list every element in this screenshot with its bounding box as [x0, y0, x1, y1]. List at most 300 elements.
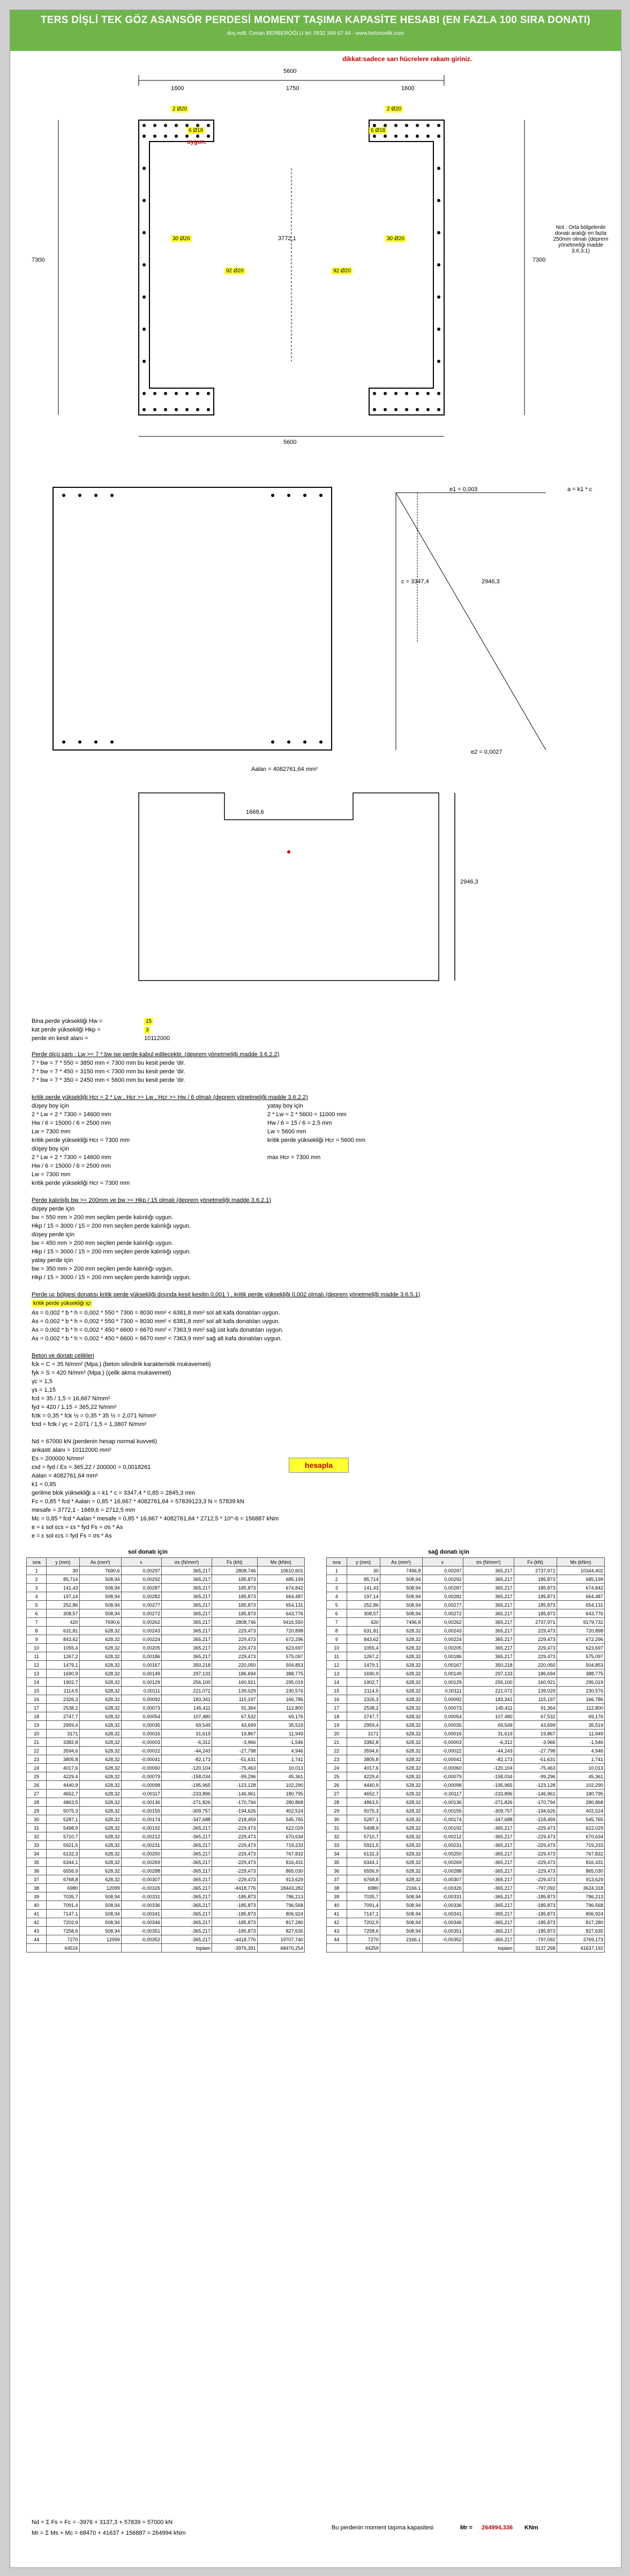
- rebar-label-6[interactable]: 6 Ø18: [369, 127, 387, 134]
- table-cell: 631,81: [47, 1627, 79, 1635]
- table-cell: -0,00250: [422, 1850, 463, 1858]
- table-cell: 6: [27, 1609, 47, 1618]
- table-cell: 7: [27, 1618, 47, 1627]
- table-total-cell: 68470,254: [257, 1944, 304, 1953]
- table-cell: -365,217: [161, 1850, 212, 1858]
- table-cell: -6,312: [161, 1738, 212, 1747]
- table-row: [27, 1772, 305, 1781]
- table-cell: 365,217: [463, 1644, 514, 1652]
- table-cell: 365,217: [161, 1652, 212, 1661]
- table-header-cell: Fs (kN): [212, 1558, 257, 1567]
- table-cell: 229,473: [514, 1627, 557, 1635]
- table-cell: -82,173: [161, 1755, 212, 1764]
- table-cell: 365,217: [161, 1609, 212, 1618]
- nd-line-8: Fc = 0,85 * fcd * Aalan = 0,85 * 16,667 * 4082761,64 = 57839123,3 N = 57839 kN: [32, 1498, 244, 1505]
- table-cell: 720,898: [557, 1627, 604, 1635]
- table-cell: 0,00092: [422, 1695, 463, 1704]
- table-cell: 628,32: [79, 1798, 121, 1807]
- table-cell: 5710,7: [47, 1832, 79, 1841]
- uc-select[interactable]: kritik perde yüksekliği içi: [32, 1300, 92, 1307]
- table-row: [27, 1644, 305, 1652]
- table-cell: 0,00297: [422, 1567, 463, 1575]
- table-cell: -271,826: [161, 1798, 212, 1807]
- perde-line-3: 7 * bw = 7 * 350 = 2450 mm < 5600 mm bu kesit perde 'dir.: [32, 1077, 185, 1083]
- table-cell: 365,217: [463, 1627, 514, 1635]
- rebar-label-7[interactable]: 30 Ø20: [385, 235, 406, 242]
- table-cell: 229,473: [212, 1644, 257, 1652]
- table-cell: 41: [327, 1910, 347, 1918]
- rebar-label-5[interactable]: 2 Ø20: [385, 106, 403, 113]
- table-cell: 628,32: [380, 1669, 422, 1678]
- table-cell: 12: [327, 1661, 347, 1669]
- table-cell: 6344,1: [47, 1858, 79, 1867]
- table-row: [327, 1618, 605, 1627]
- uc-line-1: As = 0,002 * b * h = 0,002 * 550 * 7300 = 8030 mm² < 6381,8 mm² sol alt kafa donatıları uygun.: [32, 1310, 280, 1316]
- table-cell: 0,00282: [422, 1592, 463, 1601]
- table-cell: 628,32: [79, 1841, 121, 1850]
- table-row: [27, 1738, 305, 1747]
- table-cell: -120,104: [161, 1764, 212, 1772]
- e2-label: e2 = 0,0027: [471, 749, 502, 755]
- table-cell: -0,00269: [422, 1858, 463, 1867]
- table-cell: -0,00079: [121, 1772, 161, 1781]
- table-cell: -229,473: [514, 1832, 557, 1841]
- table-cell: 786,213: [257, 1892, 304, 1901]
- input-note: dikkat:sadece sarı hücrelere rakam giriniz.: [342, 55, 472, 63]
- table-cell: -158,034: [463, 1772, 514, 1781]
- table-cell: 229,473: [212, 1627, 257, 1635]
- table-cell: 628,32: [79, 1687, 121, 1695]
- table-cell: 0,00292: [121, 1575, 161, 1584]
- table-cell: 10610,601: [257, 1567, 304, 1575]
- table-cell: 0,00243: [121, 1627, 161, 1635]
- table-cell: 19: [27, 1721, 47, 1729]
- table-cell: 221,072: [463, 1687, 514, 1695]
- table-cell: 816,431: [257, 1858, 304, 1867]
- table-cell: -365,217: [161, 1892, 212, 1901]
- rebar-label-4[interactable]: 92 Ø20: [224, 268, 245, 274]
- table-cell: -229,473: [514, 1824, 557, 1832]
- table-cell: 28: [27, 1798, 47, 1807]
- table-cell: -44,243: [463, 1747, 514, 1755]
- table-cell: 112,800: [557, 1704, 604, 1712]
- table-cell: 5498,9: [347, 1824, 380, 1832]
- table-row: [327, 1764, 605, 1772]
- table-header-cell: ε: [422, 1558, 463, 1567]
- table-cell: -123,128: [514, 1781, 557, 1790]
- table-cell: -0,00117: [422, 1790, 463, 1798]
- table-cell: -229,473: [514, 1875, 557, 1884]
- table-row: [327, 1567, 605, 1575]
- nd-line-2: ankastr alanı = 10112000 mm²: [32, 1447, 111, 1453]
- footer-capacity-label: Bu perdenin moment taşıma kapasitesi: [332, 2525, 434, 2531]
- table-cell: 508,94: [79, 1918, 121, 1927]
- table-cell: -0,00155: [121, 1807, 161, 1815]
- table-cell: -229,473: [514, 1858, 557, 1867]
- table-cell: 623,697: [257, 1644, 304, 1652]
- kalinlik-title: Perde kalınlığı bw >= 200mm ve bw >= Hkp / 15 olmalı (deprem yönetmeliği madde 3.6.2.1): [32, 1197, 271, 1204]
- table-cell: 0,00186: [121, 1652, 161, 1661]
- beton-line-4: γs = 1,15: [32, 1387, 56, 1393]
- table-cell: 767,832: [557, 1850, 604, 1858]
- table-row: [27, 1832, 305, 1841]
- table-cell: 44: [27, 1935, 47, 1944]
- table-cell: 10: [327, 1644, 347, 1652]
- table-row: [27, 1824, 305, 1832]
- table-cell: 628,32: [380, 1747, 422, 1755]
- table-cell: 508,94: [79, 1592, 121, 1601]
- table-cell: -146,961: [514, 1790, 557, 1798]
- table-cell: 628,32: [380, 1841, 422, 1850]
- kalinlik-line-5: bw = 450 mm > 200 mm seçilen perde kalınlığı uygun.: [32, 1240, 174, 1246]
- table-cell: 5: [327, 1601, 347, 1609]
- table-cell: 365,217: [161, 1592, 212, 1601]
- table-cell: -218,459: [212, 1815, 257, 1824]
- table-cell: 2166,1: [380, 1884, 422, 1892]
- table-row: [327, 1858, 605, 1867]
- table-cell: 628,32: [79, 1790, 121, 1798]
- table-total-cell: toplam: [463, 1944, 514, 1953]
- kritik-line-5: kritik perde yüksekliği Hcr = 7300 mm: [32, 1137, 130, 1144]
- table-cell: 628,32: [79, 1755, 121, 1764]
- kritik-line-4: Lw = 7300 mm: [32, 1129, 71, 1135]
- table-cell: 31: [27, 1824, 47, 1832]
- table-cell: 229,473: [212, 1635, 257, 1644]
- table-cell: 0,00224: [422, 1635, 463, 1644]
- table-cell: -27,798: [514, 1747, 557, 1755]
- table-cell: -0,00352: [422, 1935, 463, 1944]
- table-cell: 628,32: [79, 1661, 121, 1669]
- table-cell: 40: [327, 1901, 347, 1910]
- c-dim-label: c = 3347,4: [401, 578, 429, 585]
- table-cell: 7270: [47, 1935, 79, 1944]
- table-row: [327, 1781, 605, 1790]
- table-cell: 186,694: [212, 1669, 257, 1678]
- table-cell: 185,873: [212, 1584, 257, 1592]
- table-cell: 622,029: [257, 1824, 304, 1832]
- param-hw-input[interactable]: 15: [144, 1018, 153, 1025]
- nd-line-4: εsd = fyd / Es = 365,22 / 200000 = 0,0018261: [32, 1464, 151, 1471]
- table-cell: 27: [27, 1790, 47, 1798]
- table-cell: 11: [327, 1652, 347, 1661]
- kalinlik-line-6: Hkp / 15 = 3000 / 15 = 200 mm seçilen perde kalınlığı uygun.: [32, 1249, 191, 1255]
- table-cell: 5921,5: [47, 1841, 79, 1850]
- table-cell: 43,699: [514, 1721, 557, 1729]
- table-cell: 197,14: [347, 1592, 380, 1601]
- table-cell: 22: [327, 1747, 347, 1755]
- table-cell: -229,473: [212, 1858, 257, 1867]
- table-cell: 0,00129: [422, 1678, 463, 1687]
- table-cell: 69,549: [463, 1721, 514, 1729]
- table-cell: 21: [327, 1738, 347, 1747]
- table-cell: -185,873: [212, 1901, 257, 1910]
- table-cell: 3171: [347, 1729, 380, 1738]
- table-cell: 628,32: [79, 1669, 121, 1678]
- table-cell: 15: [27, 1687, 47, 1695]
- table-cell: 2808,746: [212, 1618, 257, 1627]
- table-cell: 628,32: [380, 1815, 422, 1824]
- table-header-cell: y (mm): [347, 1558, 380, 1567]
- table-cell: 1690,9: [347, 1669, 380, 1678]
- table-cell: 39: [327, 1892, 347, 1901]
- table-cell: -797,092: [514, 1935, 557, 1944]
- table-cell: 0,00205: [422, 1644, 463, 1652]
- table-cell: 4440,9: [347, 1781, 380, 1790]
- table-cell: -99,296: [514, 1772, 557, 1781]
- table-cell: 42: [327, 1918, 347, 1927]
- table-cell: 719,233: [557, 1841, 604, 1850]
- table-cell: 7147,1: [47, 1910, 79, 1918]
- table-cell: 0,00167: [121, 1661, 161, 1669]
- table-cell: 628,32: [79, 1738, 121, 1747]
- table-cell: 365,217: [161, 1601, 212, 1609]
- table-total-cell: 3137,268: [514, 1944, 557, 1953]
- table-cell: 7496,8: [380, 1618, 422, 1627]
- nd-line-6: k1 = 0,85: [32, 1481, 56, 1488]
- table-cell: 0,00073: [422, 1704, 463, 1712]
- table-row: [327, 1627, 605, 1635]
- left-table: [26, 1557, 305, 1953]
- table-cell: -0,00346: [121, 1918, 161, 1927]
- table-cell: 183,341: [463, 1695, 514, 1704]
- table-row: [327, 1584, 605, 1592]
- table-cell: 2808,746: [212, 1567, 257, 1575]
- table-row: [327, 1661, 605, 1669]
- param-hkp-input[interactable]: 3: [144, 1027, 151, 1034]
- nd-line-11: e = ε sol εcs = εs * fyd Fs = σs * As: [32, 1524, 123, 1531]
- table-cell: 295,019: [257, 1678, 304, 1687]
- table-cell: -0,00136: [422, 1798, 463, 1807]
- table-cell: 115,197: [212, 1695, 257, 1704]
- table-cell: -365,217: [463, 1841, 514, 1850]
- table-row: [327, 1712, 605, 1721]
- table-cell: 0,00035: [121, 1721, 161, 1729]
- table-cell: 2747,7: [47, 1712, 79, 1721]
- table-row: [327, 1867, 605, 1875]
- table-cell: 17: [27, 1704, 47, 1712]
- table-cell: -170,794: [212, 1798, 257, 1807]
- nd-line-3: Es = 200000 N/mm²: [32, 1456, 85, 1462]
- table-cell: 628,32: [380, 1627, 422, 1635]
- table-total-cell: toplam: [161, 1944, 212, 1953]
- uygun-label: uygun.: [187, 139, 207, 145]
- table-cell: -365,217: [161, 1867, 212, 1875]
- table-cell: 185,873: [514, 1592, 557, 1601]
- table-row: [27, 1858, 305, 1867]
- plan-bottom-dim: 5600: [283, 439, 297, 446]
- table-row: [327, 1721, 605, 1729]
- table-cell: -797,092: [514, 1884, 557, 1892]
- table-cell: 0,00092: [121, 1695, 161, 1704]
- table-cell: 33: [327, 1841, 347, 1850]
- table-cell: -3,966: [514, 1738, 557, 1747]
- table-cell: 229,473: [514, 1652, 557, 1661]
- hesapla-button[interactable]: hesapla: [289, 1458, 349, 1473]
- table-cell: 6556,9: [47, 1867, 79, 1875]
- table-cell: -1,546: [557, 1738, 604, 1747]
- table-cell: 365,217: [161, 1644, 212, 1652]
- perde-title: Perde ölçü şartı : Lw >= 7 * bw ise perde kabul edilecektir. (deprem yönetmeliği madde 3.6.2.2): [32, 1051, 280, 1058]
- table-cell: -0,00117: [121, 1790, 161, 1798]
- table-cell: -195,965: [161, 1781, 212, 1790]
- uc-line-4: As = 0,002 * b * h = 0,002 * 450 * 6600 = 6670 mm² < 7363,9 mm² sağ alt kafa donatıları uygun.: [32, 1335, 282, 1342]
- rebar-label-8[interactable]: 92 Ø20: [332, 268, 352, 274]
- table-row: [327, 1755, 605, 1764]
- table-cell: 786,213: [557, 1892, 604, 1901]
- rebar-label-1[interactable]: 2 Ø20: [171, 106, 189, 113]
- beton-line-8: fctd = fctk / γc = 2,071 / 1,5 = 1,3807 N/mm²: [32, 1421, 147, 1428]
- table-cell: 4,946: [557, 1747, 604, 1755]
- table-cell: -0,00336: [121, 1901, 161, 1910]
- table-cell: -365,217: [161, 1935, 212, 1944]
- table-cell: 297,133: [463, 1669, 514, 1678]
- table-cell: 365,217: [463, 1609, 514, 1618]
- table-cell: 24: [327, 1764, 347, 1772]
- table-cell: 14: [327, 1678, 347, 1687]
- table-cell: -0,00098: [121, 1781, 161, 1790]
- table-cell: 628,32: [380, 1678, 422, 1687]
- table-cell: -365,217: [161, 1841, 212, 1850]
- table-cell: -75,463: [212, 1764, 257, 1772]
- table-cell: 631,81: [347, 1627, 380, 1635]
- table-cell: -0,00326: [422, 1884, 463, 1892]
- table-cell: -51,631: [514, 1755, 557, 1764]
- table-cell: -365,217: [463, 1935, 514, 1944]
- table-cell: 16: [327, 1695, 347, 1704]
- table-cell: -194,626: [514, 1807, 557, 1815]
- table-cell: 628,32: [380, 1721, 422, 1729]
- table-cell: -233,896: [463, 1790, 514, 1798]
- table-cell: 141,43: [47, 1584, 79, 1592]
- rebar-label-2[interactable]: 6 Ø18: [187, 127, 205, 134]
- table-cell: 3624,318: [557, 1884, 604, 1892]
- table-cell: -185,873: [514, 1918, 557, 1927]
- table-cell: 102,290: [557, 1781, 604, 1790]
- table-cell: 0,00111: [121, 1687, 161, 1695]
- table-cell: -365,217: [463, 1824, 514, 1832]
- table-header-cell: sıra: [327, 1558, 347, 1567]
- table-cell: 185,873: [212, 1601, 257, 1609]
- area-dim: 2946,3: [460, 879, 478, 885]
- table-cell: -0,00231: [121, 1841, 161, 1850]
- table-cell: 4863,5: [347, 1798, 380, 1807]
- table-cell: 4440,9: [47, 1781, 79, 1790]
- uc-title: Perde uç bölgesi donatısı kritik perde yüksekliği dışında kesit kesitin 0,001 'i , kritik perde yüksekliği 0,002 olmalı (deprem yönetmeliği madde 3.6.5.1): [32, 1291, 421, 1298]
- table-cell: 545,765: [257, 1815, 304, 1824]
- table-cell: -146,961: [212, 1790, 257, 1798]
- table-cell: 20: [327, 1729, 347, 1738]
- table-cell: 1479,1: [47, 1661, 79, 1669]
- table-cell: -4418,776: [212, 1884, 257, 1892]
- table-cell: -51,631: [212, 1755, 257, 1764]
- table-cell: 4229,4: [47, 1772, 79, 1781]
- table-cell: 0,00054: [422, 1712, 463, 1721]
- table-cell: 19,867: [212, 1729, 257, 1738]
- table-cell: 628,32: [79, 1721, 121, 1729]
- table-cell: 4652,7: [347, 1790, 380, 1798]
- table-row: [327, 1892, 605, 1901]
- table-cell: 6980: [47, 1884, 79, 1892]
- table-header-cell: σs (N/mm²): [161, 1558, 212, 1567]
- table-cell: 0,00272: [422, 1609, 463, 1618]
- table-header-cell: Fs (kN): [514, 1558, 557, 1567]
- table-cell: 628,32: [79, 1781, 121, 1790]
- table-cell: 806,924: [557, 1910, 604, 1918]
- table-cell: 4229,4: [347, 1772, 380, 1781]
- table-cell: 185,873: [514, 1601, 557, 1609]
- table-cell: 365,217: [161, 1575, 212, 1584]
- table-cell: 28: [327, 1798, 347, 1807]
- table-row: [327, 1609, 605, 1618]
- table-cell: 230,576: [557, 1687, 604, 1695]
- e1-label: e1 = 0,003: [449, 486, 478, 493]
- table-cell: -365,217: [161, 1824, 212, 1832]
- beton-line-7: fctk = 0,35 * fck ½ = 0,35 * 35 ½ = 2,071 N/mm²: [32, 1413, 156, 1419]
- table-cell: 508,94: [79, 1575, 121, 1584]
- perde-line-1: 7 * bw = 7 * 550 = 3850 mm < 7300 mm bu kesit perde 'dir.: [32, 1060, 185, 1066]
- table-cell: -0,00136: [121, 1798, 161, 1807]
- table-cell: 185,873: [514, 1609, 557, 1618]
- table-cell: 719,233: [257, 1841, 304, 1850]
- table-cell: -365,217: [463, 1875, 514, 1884]
- table-row: [327, 1772, 605, 1781]
- kritik-right-2: 2 * Lw = 2 * 5600 = 11000 mm: [267, 1111, 347, 1118]
- rebar-label-3[interactable]: 30 Ø20: [171, 235, 192, 242]
- table-total-cell: -3976,391: [212, 1944, 257, 1953]
- table-cell: 402,524: [557, 1807, 604, 1815]
- table-cell: -0,00060: [422, 1764, 463, 1772]
- table-cell: 36: [327, 1867, 347, 1875]
- table-cell: 32: [327, 1832, 347, 1841]
- table-cell: 0,00129: [121, 1678, 161, 1687]
- table-row: [327, 1841, 605, 1850]
- table-cell: 365,217: [161, 1567, 212, 1575]
- table-row: [327, 1815, 605, 1824]
- table-cell: 365,217: [463, 1601, 514, 1609]
- left-table-title: sol donatı için: [128, 1549, 168, 1555]
- table-cell: -229,473: [212, 1832, 257, 1841]
- table-cell: 34: [27, 1850, 47, 1858]
- table-row: [327, 1704, 605, 1712]
- table-cell: -0,00341: [121, 1910, 161, 1918]
- table-cell: 913,629: [257, 1875, 304, 1884]
- table-row: [27, 1584, 305, 1592]
- kritik-line-9: Lw = 7300 mm: [32, 1171, 71, 1178]
- table-row: [327, 1678, 605, 1687]
- table-row: [327, 1918, 605, 1927]
- table-cell: 256,100: [463, 1678, 514, 1687]
- table-cell: 30: [47, 1567, 79, 1575]
- nd-line-5: Aalan = 4082761,64 mm²: [32, 1473, 98, 1479]
- title-bar: [10, 10, 621, 51]
- table-cell: 628,32: [380, 1729, 422, 1738]
- table-cell: 180,795: [257, 1790, 304, 1798]
- table-cell: 1267,2: [47, 1652, 79, 1661]
- table-row: [27, 1755, 305, 1764]
- table-cell: 0,00262: [121, 1618, 161, 1627]
- table-cell: 7091,4: [47, 1901, 79, 1910]
- table-cell: -365,217: [161, 1927, 212, 1935]
- table-cell: 67,532: [514, 1712, 557, 1721]
- table-cell: 256,100: [161, 1678, 212, 1687]
- kalinlik-line-8: bw = 350 mm > 200 mm seçilen perde kalınlığı uygun.: [32, 1266, 174, 1272]
- table-cell: 628,32: [380, 1807, 422, 1815]
- table-cell: -82,173: [463, 1755, 514, 1764]
- table-cell: 30: [27, 1815, 47, 1824]
- kritik-right-6: max Hcr = 7300 mm: [267, 1154, 321, 1161]
- left-table-panel: [26, 1549, 305, 1953]
- table-cell: -0,00352: [121, 1935, 161, 1944]
